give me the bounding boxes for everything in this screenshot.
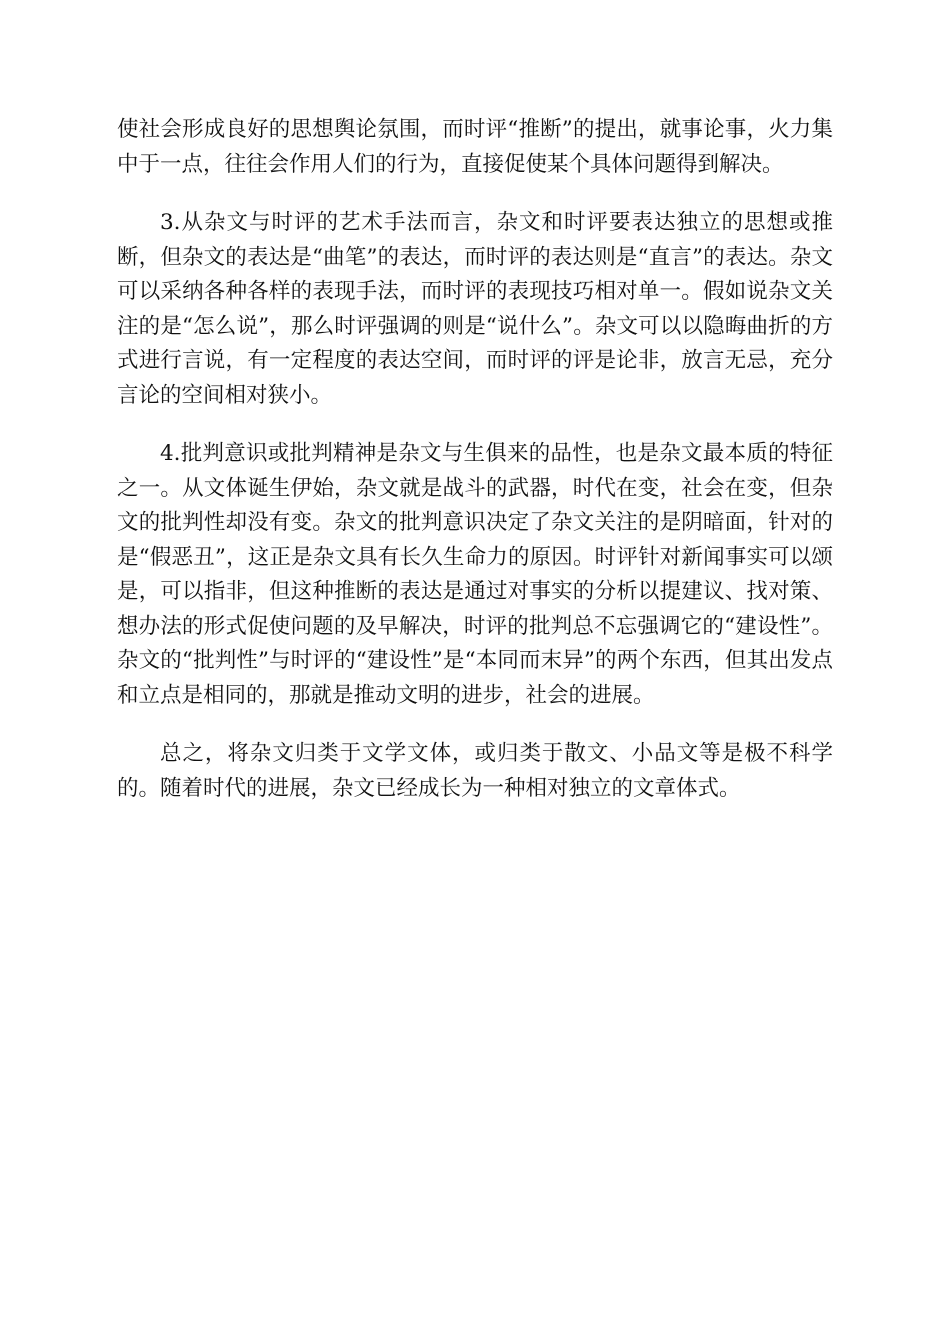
paragraph-art-technique: 3.从杂文与时评的艺术手法而言，杂文和时评要表达独立的思想或推断，但杂文的表达是“曲笔”的表达，而时评的表达则是“直言”的表达。杂文可以采纳各种各样的表现手法，而时评的表现技巧相对单一。假如说杂文关注的是“怎么说”，那么时评强调的则是“说什么”。杂文可以以隐晦曲折的方式进行言说，有一定程度的表达空间，而时评的评是论非，放言无忌，充分言论的空间相对狭小。 [117, 210, 833, 408]
document-body [117, 113, 833, 830]
paragraph-conclusion: 总之，将杂文归类于文学文体，或归类于散文、小品文等是极不科学的。随着时代的进展，杂文已经成长为一种相对独立的文章体式。 [117, 741, 833, 801]
paragraph-critical-spirit: 4.批判意识或批判精神是杂文与生俱来的品性，也是杂文最本质的特征之一。从文体诞生伊始，杂文就是战斗的武器，时代在变，社会在变，但杂文的批判性却没有变。杂文的批判意识决定了杂文关注的是阴暗面，针对的是“假恶丑”，这正是杂文具有长久生命力的原因。时评针对新闻事实可以颂是，可以指非，但这种推断的表达是通过对事实的分析以提建议、找对策、想办法的形式促使问题的及早解决，时评的批判总不忘强调它的“建设性”。杂文的“批判性”与时评的“建设性”是“本同而末异”的两个东西，但其出发点和立点是相同的，那就是推动文明的进步，社会的进展。 [117, 441, 833, 708]
paragraph-continuation: 使社会形成良好的思想舆论氛围，而时评“推断”的提出，就事论事，火力集中于一点，往往会作用人们的行为，直接促使某个具体问题得到解决。 [117, 117, 833, 177]
